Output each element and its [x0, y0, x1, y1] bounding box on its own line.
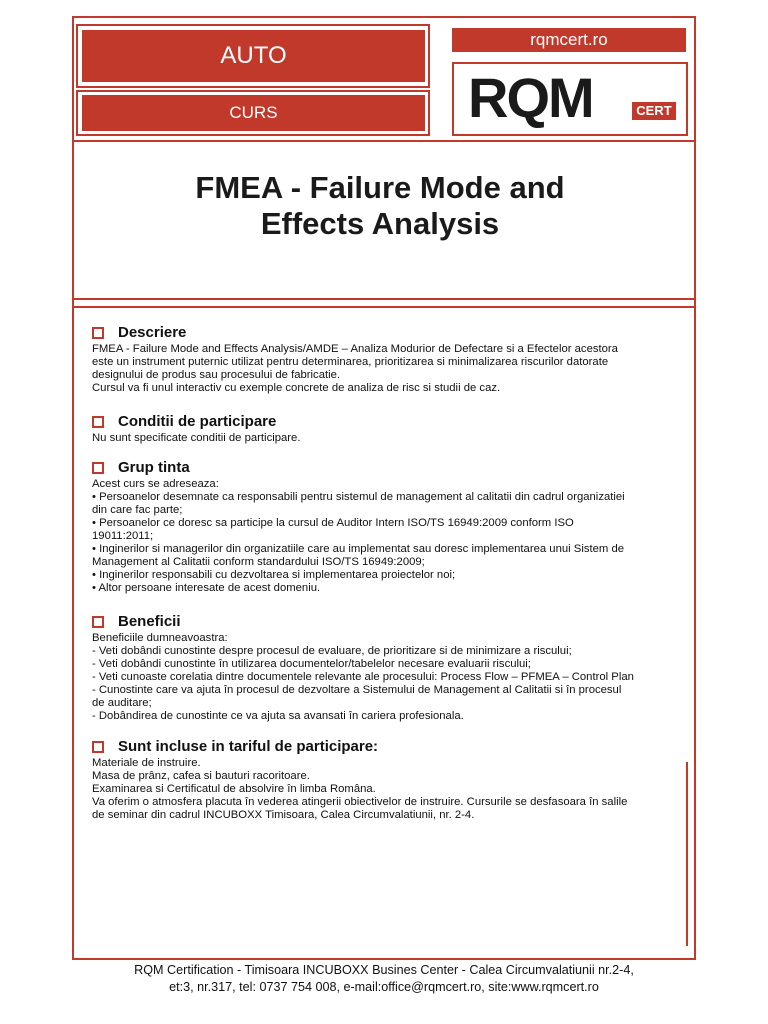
text-line: • Inginerilor si managerilor din organizatiile care au implementat sau doresc implementarea unui Sistem de — [92, 543, 625, 555]
auto-label: AUTO — [82, 30, 425, 82]
section-heading: Sunt incluse in tariful de participare: — [118, 738, 379, 755]
text-line: Management al Calitatii conform standardului ISO/TS 16949:2009; — [92, 556, 425, 568]
text-line: • Persoanelor desemnate ca responsabili pentru sistemul de management al calitatii din cadrul organizatiei — [92, 491, 625, 503]
text-line: din care fac parte; — [92, 504, 183, 516]
logo-main-text: RQM — [468, 66, 593, 129]
text-line: • Altor persoane interesate de acest domeniu. — [92, 582, 321, 594]
section-body — [92, 632, 702, 723]
section-heading: Descriere — [118, 324, 187, 341]
text-line: Cursul va fi unul interactiv cu exemple concrete de analiza de risc si studii de caz. — [92, 382, 501, 394]
text-line: Va oferim o atmosfera placuta în vederea atingerii obiectivelor de instruire. Cursurile se desfasoara în salile — [92, 796, 628, 808]
text-line: Nu sunt specificate conditii de participare. — [92, 432, 301, 444]
text-line: designului de produs sau procesului de fabricatie. — [92, 369, 341, 381]
checkbox-icon — [92, 327, 104, 339]
section-beneficii — [92, 613, 702, 723]
text-line: 19011:2011; — [92, 530, 154, 542]
section-descriere — [92, 324, 702, 395]
footer-line-2: et:3, nr.317, tel: 0737 754 008, e-mail:office@rqmcert.ro, site:www.rqmcert.ro — [169, 980, 599, 994]
logo-cert-badge: CERT — [632, 102, 676, 120]
text-line: • Persoanelor ce doresc sa participe la cursul de Auditor Intern ISO/TS 16949:2009 conform ISO — [92, 517, 574, 529]
text-line: - Veti dobândi cunostinte în utilizarea documentelor/tabelelor necesare evaluarii riscului; — [92, 658, 531, 670]
footer — [40, 962, 728, 996]
section-body — [92, 478, 702, 595]
text-line: - Dobândirea de cunostinte ce va ajuta sa avansati în cariera profesionala. — [92, 710, 464, 722]
text-line: de seminar din cadrul INCUBOXX Timisoara, Calea Circumvalatiunii, nr. 2-4. — [92, 809, 475, 821]
text-line: Materiale de instruire. — [92, 757, 201, 769]
section-grup-tinta — [92, 459, 702, 595]
checkbox-icon — [92, 741, 104, 753]
text-line: de auditare; — [92, 697, 152, 709]
checkbox-icon — [92, 616, 104, 628]
footer-line-1: RQM Certification - Timisoara INCUBOXX Busines Center - Calea Circumvalatiunii nr.2-4, — [134, 963, 634, 977]
section-incluse — [92, 738, 702, 822]
page-title — [100, 170, 660, 242]
title-divider-top — [72, 298, 696, 300]
title-line-2: Effects Analysis — [260, 206, 500, 241]
title-line-1: FMEA - Failure Mode and — [195, 170, 565, 205]
checkbox-icon — [92, 462, 104, 474]
title-divider-bottom — [72, 306, 696, 308]
section-body — [92, 432, 702, 445]
text-line: Acest curs se adreseaza: — [92, 478, 219, 490]
text-line: Beneficiile dumneavoastra: — [92, 632, 228, 644]
section-body — [92, 757, 702, 822]
text-line: - Cunostinte care va ajuta în procesul de dezvoltare a Sistemului de Management al Calitatii si în procesul — [92, 684, 622, 696]
text-line: Masa de prânz, cafea si bauturi racoritoare. — [92, 770, 310, 782]
checkbox-icon — [92, 416, 104, 428]
section-body — [92, 343, 702, 395]
text-line: • Inginerilor responsabili cu dezvoltarea si implementarea proiectelor noi; — [92, 569, 456, 581]
text-line: - Veti dobândi cunostinte despre procesul de evaluare, de prioritizare si de minimizare a riscului; — [92, 645, 572, 657]
curs-label: CURS — [82, 95, 425, 131]
section-heading: Grup tinta — [118, 459, 190, 476]
right-accent-line — [686, 762, 688, 946]
text-line: Examinarea si Certificatul de absolvire în limba Româna. — [92, 783, 376, 795]
section-heading: Beneficii — [118, 613, 181, 630]
site-link[interactable]: rqmcert.ro — [452, 28, 686, 52]
text-line: este un instrument puternic utilizat pentru determinarea, prioritizarea si minimalizarea riscurilor datorate — [92, 356, 609, 368]
text-line: - Veti cunoaste corelatia dintre documentele relevante ale procesului: Process Flow – PFMEA – Control Plan — [92, 671, 634, 683]
section-conditii — [92, 413, 702, 445]
text-line: FMEA - Failure Mode and Effects Analysis/AMDE – Analiza Modurior de Defectare si a Efectelor acestora — [92, 343, 618, 355]
section-heading: Conditii de participare — [118, 413, 277, 430]
